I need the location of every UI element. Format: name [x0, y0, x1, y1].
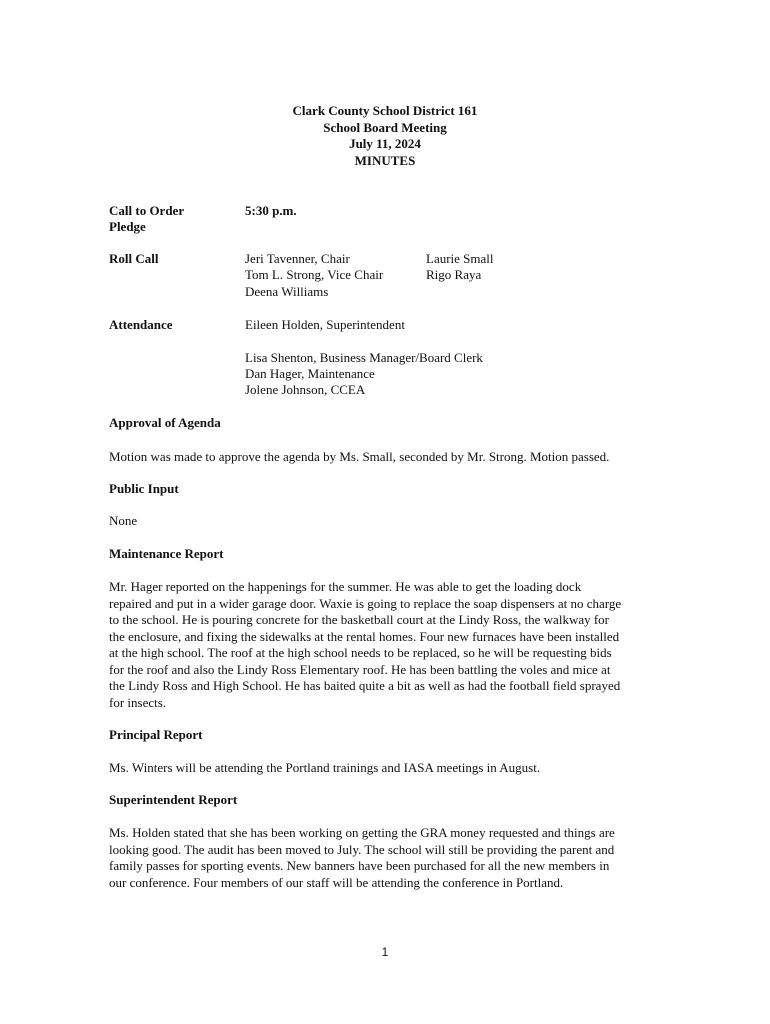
- district-name: Clark County School District 161: [292, 103, 478, 118]
- paragraph-line: family passes for sporting events. New banners have been purchased for all the new members in: [109, 858, 610, 873]
- roll-call-member: Tom L. Strong, Vice Chair: [245, 267, 384, 282]
- paragraph-line: at the high school. The roof at the high school needs to be replaced, so he will be requesting bids: [109, 645, 612, 660]
- paragraph-line: for insects.: [109, 694, 167, 710]
- paragraph-line: to the school. He is pouring concrete for the basketball court at the Lindy Ross, the walkway for: [109, 612, 610, 627]
- paragraph-line: the enclosure, and fixing the sidewalks at the rental homes. Four new furnaces have been installed: [109, 628, 620, 644]
- call-to-order-label: Call to Order: [109, 203, 185, 218]
- meeting-date: July 11, 2024: [349, 136, 421, 151]
- paragraph-line: Mr. Hager reported on the happenings for the summer. He was able to get the loading dock: [109, 579, 582, 594]
- document-type: MINUTES: [354, 152, 416, 168]
- attendance-member: Lisa Shenton, Business Manager/Board Clerk: [245, 350, 483, 365]
- document-header: [0, 103, 770, 169]
- roll-call-label: Roll Call: [109, 251, 159, 266]
- attendance-member: Jolene Johnson, CCEA: [245, 382, 366, 397]
- roll-call-member: Rigo Raya: [426, 267, 482, 282]
- paragraph-line: Ms. Holden stated that she has been working on getting the GRA money requested and things are: [109, 825, 615, 840]
- section-body-maintenance-report: [109, 579, 665, 711]
- section-heading-public-input: Public Input: [109, 481, 179, 496]
- roll-call-member: Jeri Tavenner, Chair: [245, 251, 350, 266]
- paragraph-line: the Lindy Ross and High School. He has baited quite a bit as well as had the football field sprayed: [109, 678, 621, 693]
- meeting-title: School Board Meeting: [323, 119, 447, 135]
- paragraph-line: looking good. The audit has been moved to July. The school will still be providing the parent and: [109, 841, 615, 857]
- section-heading-principal-report: Principal Report: [109, 727, 203, 742]
- paragraph-line: for the roof and also the Lindy Ross Elementary roof. He has been battling the voles and mice at: [109, 661, 611, 677]
- attendance-label: Attendance: [109, 317, 173, 332]
- page-number: 1: [381, 945, 389, 959]
- paragraph-line: our conference. Four members of our staff will be attending the conference in Portland.: [109, 874, 564, 890]
- call-to-order-time: 5:30 p.m.: [245, 203, 297, 218]
- pledge-label: Pledge: [109, 219, 146, 234]
- section-body-principal-report: [109, 760, 665, 777]
- paragraph-line: repaired and put in a wider garage door. Waxie is going to replace the soap dispensers at no charge: [109, 595, 622, 611]
- section-body-approval-of-agenda: [109, 449, 665, 466]
- section-body-superintendent-report: [109, 825, 665, 891]
- paragraph-line: None: [109, 513, 138, 528]
- paragraph-line: Ms. Winters will be attending the Portland trainings and IASA meetings in August.: [109, 760, 541, 775]
- attendance-member: Dan Hager, Maintenance: [245, 366, 375, 381]
- attendance-superintendent: Eileen Holden, Superintendent: [245, 317, 405, 332]
- paragraph-line: Motion was made to approve the agenda by Ms. Small, seconded by Mr. Strong. Motion passed.: [109, 449, 610, 464]
- section-body-public-input: [109, 513, 665, 530]
- section-heading-approval-of-agenda: Approval of Agenda: [109, 415, 221, 430]
- roll-call-member: Laurie Small: [426, 251, 494, 266]
- section-heading-superintendent-report: Superintendent Report: [109, 792, 238, 807]
- section-heading-maintenance-report: Maintenance Report: [109, 546, 224, 561]
- roll-call-member: Deena Williams: [245, 284, 329, 299]
